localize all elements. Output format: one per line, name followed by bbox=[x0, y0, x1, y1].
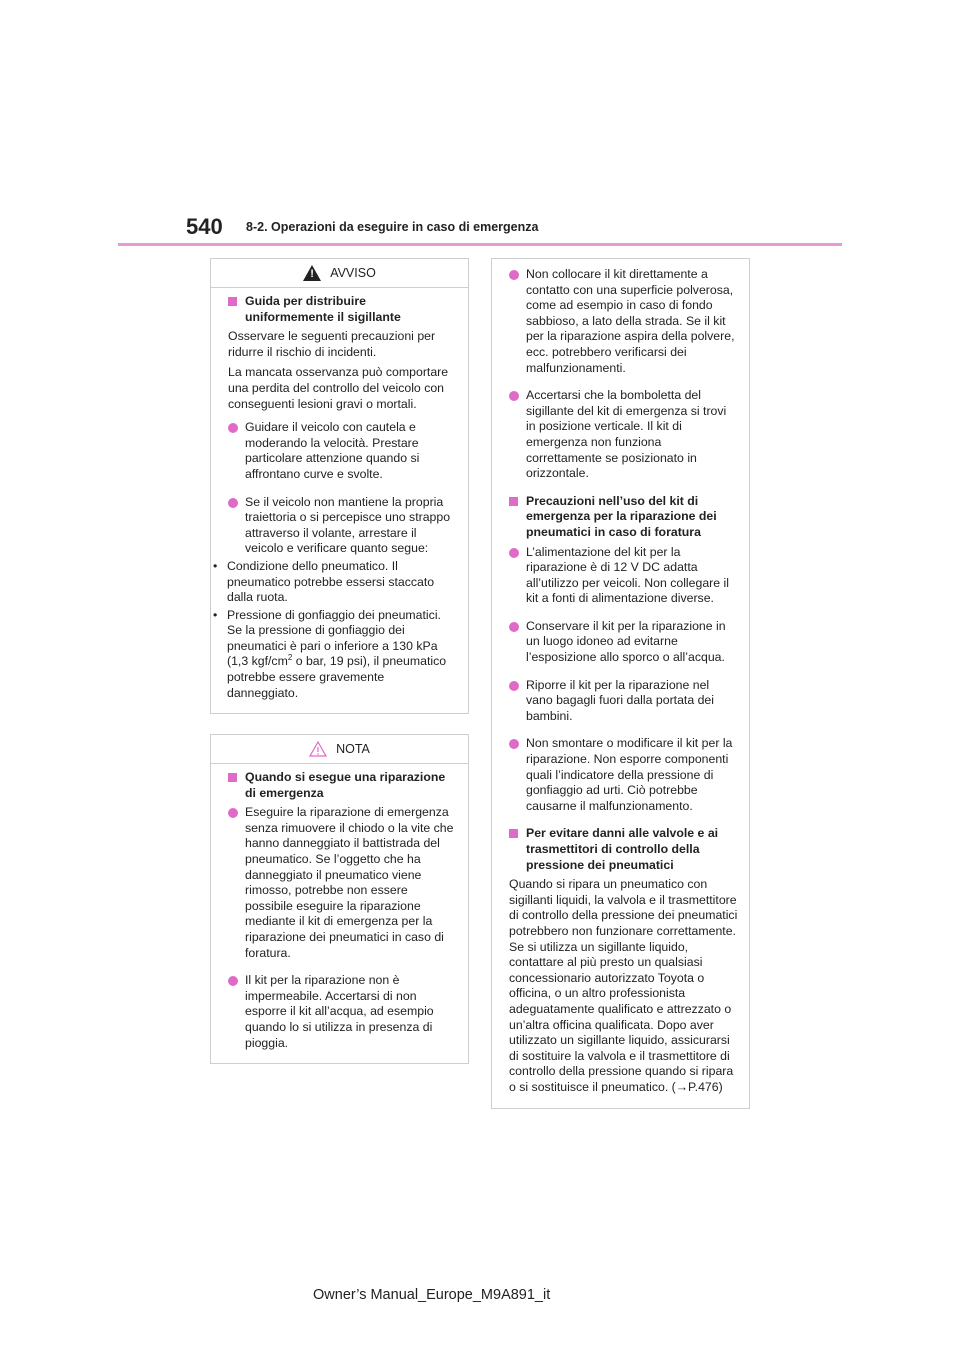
circle-bullet-icon bbox=[228, 808, 238, 818]
right-bullet-4-text: Conservare il kit per la riparazione in un luogo idoneo ad evitarne l’esposizione allo sporco o all’acqua. bbox=[526, 618, 726, 665]
warning-sub-item-2-text-a: Pressione di gonfiaggio dei pneumatici. Se la pressione di gonfiaggio dei pneumatici è pari o inferiore a 130 kPa (1,3 kgf/cm bbox=[227, 607, 441, 669]
right-paragraph: Quando si ripara un pneumatico con sigillanti liquidi, la valvola e il trasmettitore di controllo della pressione dei pneumatici potrebbero non funzionare correttamente. Se si utilizza un sigillante liquido, contattare al più presto un qualsiasi concessionario autorizzato Toyota o officina, o un altro professionista adeguatamente qualificato e attrezzato o un’altra officina qualificata. Dopo aver utilizzato un sigillante liquido, assicurarsi di sostituire la valvola e il trasmettitore di controllo della pressione quando si ripara o si sostituisce il pneumatico. (→P.476) bbox=[509, 877, 738, 1094]
continued-box bbox=[491, 258, 750, 1109]
circle-bullet-icon bbox=[509, 622, 519, 632]
warning-bullet-1-text: Guidare il veicolo con cautela e moderando la velocità. Prestare particolare attenzione quando si affrontano curve e svolte. bbox=[245, 420, 420, 481]
circle-bullet-icon bbox=[509, 681, 519, 691]
right-bullet-1-text: Non collocare il kit direttamente a contatto con una superficie polverosa, come ad esempio in caso di fondo sabbioso, a lato della strada. Se il kit per la riparazione aspira della polvere, ecc. potrebbero verificarsi dei malfunzionamenti. bbox=[526, 267, 735, 375]
right-bullet-5-text: Riporre il kit per la riparazione nel vano bagagli fuori dalla portata dei bambini. bbox=[526, 677, 715, 723]
right-heading-2-text: Per evitare danni alle valvole e ai trasmettitori di controllo della pressione dei pneumatici bbox=[526, 826, 719, 872]
warning-sub-item-2: • Pressione di gonfiaggio dei pneumatici. Se la pressione di gonfiaggio dei pneumatici è pari o inferiore a 130 kPa (1,3 kgf/$cm^2$ o bar, 19 psi), il pneumatico potrebbe essere gravemente danneggiato. bbox=[213, 607, 447, 700]
section-title: 8-2. Operazioni da eseguire in caso di emergenza bbox=[246, 220, 539, 234]
right-heading-1 bbox=[509, 494, 739, 541]
circle-bullet-icon bbox=[228, 498, 238, 508]
circle-bullet-icon bbox=[228, 976, 238, 986]
caution-triangle-icon bbox=[309, 741, 327, 757]
note-title: NOTA bbox=[336, 742, 370, 756]
note-heading-text: Quando si esegue una riparazione di emergenza bbox=[245, 770, 446, 800]
right-bullet-5 bbox=[509, 678, 739, 725]
circle-bullet-icon bbox=[509, 548, 519, 558]
page-number: 540 bbox=[186, 214, 223, 239]
warning-heading bbox=[228, 294, 458, 325]
square-bullet-icon bbox=[228, 773, 237, 782]
note-heading bbox=[228, 770, 458, 801]
warning-header-divider bbox=[211, 287, 468, 288]
note-bullet-1 bbox=[228, 805, 458, 961]
warning-paragraph-2: La mancata osservanza può comportare una perdita del controllo del veicolo con conseguenti lesioni gravi o mortali. bbox=[228, 365, 449, 411]
right-bullet-6-text: Non smontare o modificare il kit per la riparazione. Non esporre componenti quali l’indicatore della pressione di gonfiaggio ad urti. Ciò potrebbe causarne il malfunzionamento. bbox=[526, 736, 733, 813]
square-bullet-icon bbox=[509, 497, 518, 506]
circle-bullet-icon bbox=[509, 739, 519, 749]
note-box bbox=[210, 734, 469, 1064]
note-header-divider bbox=[211, 763, 468, 764]
warning-title: AVVISO bbox=[330, 266, 376, 280]
circle-bullet-icon bbox=[509, 391, 519, 401]
warning-triangle-icon: ! bbox=[303, 265, 321, 281]
note-bullet-2 bbox=[228, 973, 458, 1051]
right-bullet-3 bbox=[509, 545, 739, 607]
circle-bullet-icon bbox=[228, 423, 238, 433]
warning-bullet-2 bbox=[228, 495, 458, 557]
continued-body bbox=[492, 267, 749, 1096]
right-bullet-6 bbox=[509, 736, 739, 814]
superscript: 2 bbox=[287, 653, 293, 663]
warning-sub-item-1: • Condizione dello pneumatico. Il pneumatico potrebbe essersi staccato dalla ruota. bbox=[213, 558, 435, 605]
warning-paragraph-1: Osservare le seguenti precauzioni per ridurre il rischio di incidenti. bbox=[228, 329, 436, 359]
warning-box-header bbox=[211, 259, 468, 287]
warning-heading-text: Guida per distribuire uniformemente il sigillante bbox=[245, 294, 401, 324]
footer-text: Owner’s Manual_Europe_M9A891_it bbox=[313, 1287, 551, 1303]
header-rule bbox=[118, 243, 842, 246]
warning-box bbox=[210, 258, 469, 714]
warning-body bbox=[211, 294, 468, 701]
note-body bbox=[211, 770, 468, 1051]
square-bullet-icon bbox=[509, 829, 518, 838]
right-heading-2 bbox=[509, 826, 739, 873]
circle-bullet-icon bbox=[509, 270, 519, 280]
right-heading-1-text: Precauzioni nell’uso del kit di emergenza per la riparazione dei pneumatici in caso di foratura bbox=[526, 493, 717, 539]
warning-bullet-2-text: Se il veicolo non mantiene la propria traiettoria o si percepisce uno strappo attraverso il volante, arrestare il veicolo e verificare quanto segue: bbox=[245, 494, 451, 556]
right-bullet-2-text: Accertarsi che la bomboletta del sigillante del kit di emergenza si trovi in posizione verticale. Il kit di emergenza non funziona correttamente se posizionato in orizzontale. bbox=[526, 388, 727, 481]
note-bullet-2-text: Il kit per la riparazione non è impermeabile. Accertarsi di non esporre il kit all’acqua, ad esempio quando lo si utilizza in presenza di pioggia. bbox=[245, 973, 434, 1050]
right-bullet-4 bbox=[509, 619, 739, 666]
note-bullet-1-text: Eseguire la riparazione di emergenza senza rimuovere il chiodo o la vite che hanno danneggiato il battistrada del pneumatico. Se l’oggetto che ha danneggiato il pneumatico viene rimosso, potrebbe non essere possibile eseguire la riparazione mediante il kit di emergenza per la riparazione dei pneumatici in caso di foratura. bbox=[245, 805, 454, 960]
warning-bullet-1 bbox=[228, 420, 458, 482]
square-bullet-icon bbox=[228, 297, 237, 306]
right-bullet-1 bbox=[509, 267, 739, 376]
right-bullet-3-text: L’alimentazione del kit per la riparazione è di 12 V DC adatta all’utilizzo per veicoli. Non collegare il kit a fonti di alimentazione diverse. bbox=[526, 544, 729, 606]
warning-sub-item-1-text: Condizione dello pneumatico. Il pneumatico potrebbe essersi staccato dalla ruota. bbox=[227, 558, 435, 605]
note-box-header bbox=[211, 735, 468, 763]
right-bullet-2 bbox=[509, 388, 739, 482]
warning-sub-item-2-text-b: o bar, 19 psi), il pneumatico potrebbe essere gravemente danneggiato. bbox=[227, 654, 447, 700]
